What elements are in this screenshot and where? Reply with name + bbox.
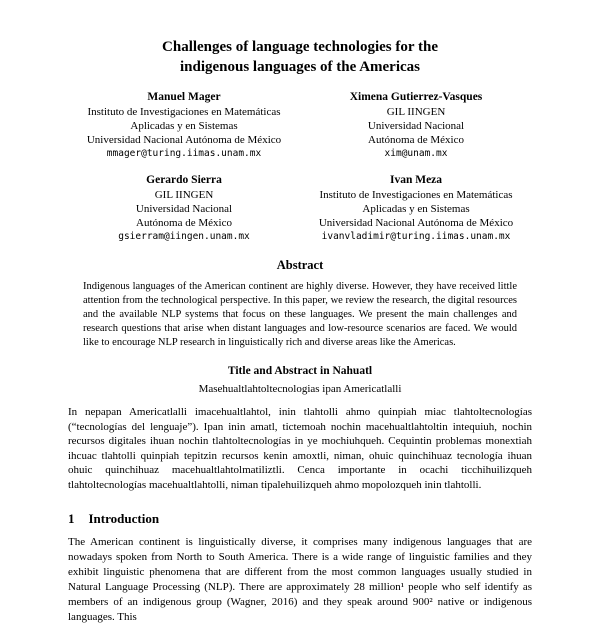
author-name: Gerardo Sierra	[146, 174, 222, 187]
author-manuel-mager	[68, 90, 300, 160]
author-affiliation-line: Autónoma de México	[136, 216, 232, 229]
author-email: xim@unam.mx	[384, 147, 448, 159]
author-ximena-gutierrez-vasques	[300, 90, 532, 160]
author-affiliation-line: Universidad Nacional	[367, 119, 465, 132]
author-email: mmager@turing.iimas.unam.mx	[106, 147, 262, 159]
author-affiliation-line: GIL IINGEN	[154, 188, 214, 201]
author-affiliation-line: GIL IINGEN	[386, 105, 446, 118]
author-ivan-meza	[300, 173, 532, 243]
author-affiliation-line: Universidad Nacional Autónoma de México	[86, 133, 282, 146]
intro-paragraph: The American continent is linguistically diverse, it comprises many indigenous languages that are nowadays spoken from North to South America. There is a wide range of linguistic families and they exhibit linguistic phenomena that are different from the most common languages usually studied in Natural Language Processing (NLP). There are approximately 28 million¹ people who self identify as members of an indigenous group (Wagner, 2016) and they speak around 900² native or indigenous languages. This	[68, 535, 532, 623]
section-title: Introduction	[88, 510, 160, 526]
author-affiliation-line: Instituto de Investigaciones en Matemáticas	[319, 188, 513, 201]
author-affiliation-line: Instituto de Investigaciones en Matemáticas	[87, 105, 281, 118]
author-affiliation-line: Aplicadas y en Sistemas	[130, 119, 238, 132]
author-email: gsierram@iingen.unam.mx	[118, 231, 250, 243]
paper-title-line-1: Challenges of language technologies for the	[162, 39, 438, 55]
author-affiliation-line: Universidad Nacional Autónoma de México	[318, 216, 514, 229]
paper-title	[68, 38, 532, 77]
author-gerardo-sierra	[68, 173, 300, 243]
author-email: ivanvladimir@turing.iimas.unam.mx	[321, 231, 511, 243]
nahuatl-section-heading: Title and Abstract in Nahuatl	[227, 364, 373, 377]
abstract-heading: Abstract	[276, 258, 324, 273]
authors-block	[68, 90, 532, 243]
nahuatl-abstract-text: In nepapan Americatlalli imacehualtlahtol, inin tlahtolli ahmo quinpiah miac tlahtoltecnologías (“tecnologías del lenguaje”). Ipan inin amatl, tictemoah nochin macehualtlahtoltin intequiuh, nochin recursos digitales ihuan nochin tlahtoltecnologías in ye mochiuhqueh. Cequintin problemas monextiah ihcuac tlahtolli quinpiah tepitzin recursos kenin amoxtli, niman, ohuic quinchihuaz tecnología ihuan ohuic quinchihuaz macehualtlahtolmatiliztli. Cenca importante in ocachi ticchihuilizqueh tlahtoltecnologías macehualtlahtolli, niman tipalehuilizqueh ahmo mopolozqueh inin tlahtolli.	[68, 405, 532, 492]
nahuatl-title: Masehualtlahtoltecnologias ipan Americatlalli	[198, 382, 402, 395]
section-1-heading	[68, 511, 532, 527]
author-affiliation-line: Autónoma de México	[368, 133, 464, 146]
paper-title-line-2: indigenous languages of the Americas	[179, 58, 420, 75]
section-number: 1	[68, 510, 75, 526]
abstract-text: Indigenous languages of the American continent are highly diverse. However, they have received little attention from the technological perspective. In this paper, we review the research, the digital resources and the available NLP systems that focus on these languages. We present the main challenges and research questions that arise when distant languages and low-resource scenarios are faced. We would like to encourage NLP research in linguistically rich and diverse areas like the Americas.	[83, 281, 517, 349]
author-affiliation-line: Aplicadas y en Sistemas	[362, 202, 470, 215]
author-name: Ximena Gutierrez-Vasques	[349, 91, 483, 103]
author-name: Ivan Meza	[389, 174, 443, 187]
author-affiliation-line: Universidad Nacional	[135, 202, 233, 215]
author-name: Manuel Mager	[147, 91, 221, 103]
